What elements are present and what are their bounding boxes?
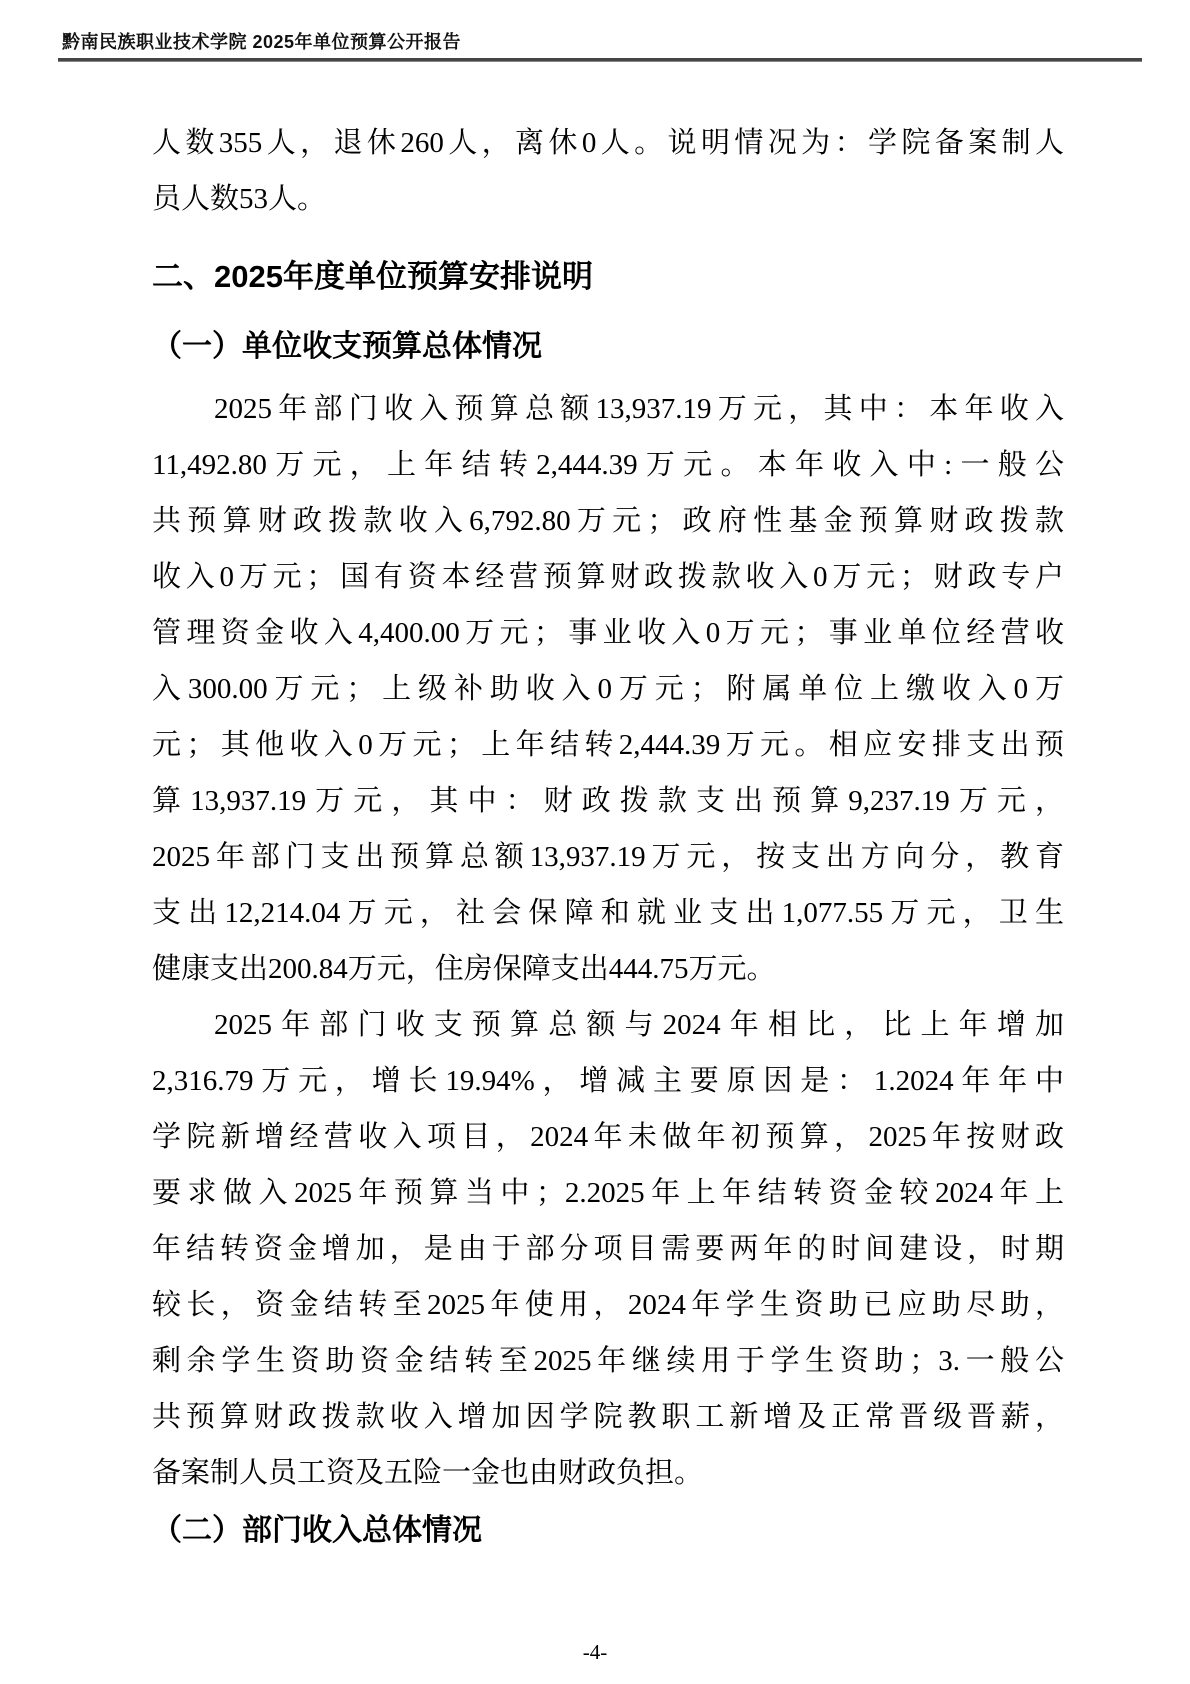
text-line: 学院新增经营收入项目，2024年未做年初预算，2025年按财政 xyxy=(152,1121,1064,1153)
text-line: 人数355人，退休260人，离休0人。说明情况为：学院备案制人 xyxy=(152,127,1064,159)
text-line: 2025年部门收支预算总额与2024年相比，比上年增加 xyxy=(214,1009,1064,1041)
text-line: 管理资金收入4,400.00万元；事业收入0万元；事业单位经营收 xyxy=(152,617,1064,649)
header-divider xyxy=(58,58,1142,62)
text-line: 剩余学生资助资金结转至2025年继续用于学生资助；3.一般公 xyxy=(152,1345,1064,1377)
subsection-heading-2-2: （二）部门收入总体情况 xyxy=(152,1514,482,1547)
text-line: 备案制人员工资及五险一金也由财政负担。 xyxy=(152,1457,704,1489)
text-line: 年结转资金增加，是由于部分项目需要两年的时间建设，时期 xyxy=(152,1233,1064,1265)
text-line: 算13,937.19万元，其中：财政拨款支出预算9,237.19万元， xyxy=(152,785,1064,817)
paragraph-yoy-comparison xyxy=(152,997,1064,1501)
paragraph-staff-continuation xyxy=(152,115,1064,227)
text-line: 员人数53人。 xyxy=(152,183,327,215)
text-line: 要求做入2025年预算当中；2.2025年上年结转资金较2024年上 xyxy=(152,1177,1064,1209)
paragraph-budget-overview xyxy=(152,381,1064,997)
text-line: 2025年部门收入预算总额13,937.19万元，其中：本年收入 xyxy=(214,393,1064,425)
text-line: 较长，资金结转至2025年使用，2024年学生资助已应助尽助， xyxy=(152,1289,1064,1321)
page-number: -4- xyxy=(582,1640,608,1664)
header-title: 黔南民族职业技术学院 2025年单位预算公开报告 xyxy=(62,32,462,52)
text-line: 元；其他收入0万元；上年结转2,444.39万元。相应安排支出预 xyxy=(152,729,1064,761)
page-footer xyxy=(0,1640,1190,1665)
subsection-heading-2-1: （一）单位收支预算总体情况 xyxy=(152,330,542,363)
text-line: 共预算财政拨款收入6,792.80万元；政府性基金预算财政拨款 xyxy=(152,505,1064,537)
page-header xyxy=(0,0,1190,54)
text-line: 健康支出200.84万元，住房保障支出444.75万元。 xyxy=(152,953,776,985)
text-line: 入300.00万元；上级补助收入0万元；附属单位上缴收入0万 xyxy=(152,673,1064,705)
text-line: 收入0万元；国有资本经营预算财政拨款收入0万元；财政专户 xyxy=(152,561,1064,593)
section-heading-2: 二、2025年度单位预算安排说明 xyxy=(152,259,593,294)
text-line: 2025年部门支出预算总额13,937.19万元，按支出方向分，教育 xyxy=(152,841,1064,873)
text-line: 11,492.80万元，上年结转2,444.39万元。本年收入中:一般公 xyxy=(152,449,1064,481)
document-content xyxy=(152,115,1064,1553)
text-line: 2,316.79万元，增长19.94%，增减主要原因是：1.2024年年中 xyxy=(152,1065,1064,1097)
text-line: 共预算财政拨款收入增加因学院教职工新增及正常晋级晋薪， xyxy=(152,1401,1064,1433)
text-line: 支出12,214.04万元，社会保障和就业支出1,077.55万元，卫生 xyxy=(152,897,1064,929)
